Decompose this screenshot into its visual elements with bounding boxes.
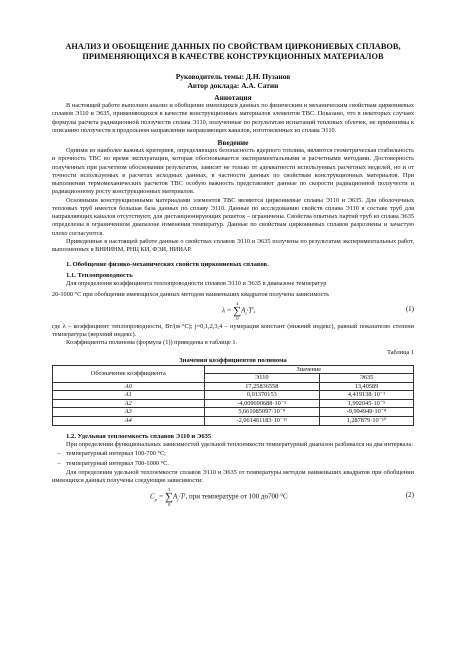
cell-e110: 17,25836558	[204, 382, 319, 391]
formula-2: $C_p$ = ∑ 3 0 $A_j\cdot T^j$, при температуре от 100 до700 °С (2)	[150, 487, 414, 508]
heat-text: При определении функциональных зависимостей удельной теплоемкости температурный диапазон разбивался на два интервала:	[66, 440, 413, 448]
cell-symbol: A4	[53, 417, 205, 426]
formula-1-number: (1)	[405, 304, 414, 313]
sum-symbol: ∑ 3 0	[165, 487, 173, 508]
table-row	[53, 399, 414, 408]
formula-1: λ = ∑ 4 0 $A_i\cdot T^i$, (1)	[222, 300, 414, 321]
col-value-header: Значение	[204, 365, 413, 374]
supervisor: Руководитель темы: Д.Н. Пузанов	[175, 72, 291, 81]
cell-symbol: A0	[53, 382, 205, 391]
paper-title	[52, 42, 414, 62]
section-1-2-heading: 1.2. Удельная теплоемкость сплавов Э110 и Э635	[66, 432, 212, 440]
table-row	[53, 382, 414, 391]
intro-heading: Введение	[217, 138, 249, 147]
cell-e110: -4,009690688·10⁻⁵	[204, 399, 319, 408]
table-1-name: Значения коэффициентов полинома	[179, 356, 287, 364]
list-item: – температурный интервал 100-700 °С;	[52, 449, 414, 459]
col-symbol-header: Обозначение коэффициента	[53, 365, 205, 382]
list-item: – температурный интервал 700-1000 °С.	[52, 459, 414, 469]
table-row	[53, 391, 414, 400]
cell-symbol: A1	[53, 391, 205, 400]
table-1-caption: Таблица 1	[387, 348, 414, 356]
table-row	[53, 408, 414, 417]
cell-e110: 5,661085097·10⁻⁸	[204, 408, 319, 417]
cell-e110: 0,01370153	[204, 391, 319, 400]
abstract-text: В настоящей работе выполнен анализ и обобщение имеющихся данных по физическим и механическим свойствам циркониевых сплавов Э110 и Э635, применяющихся в качестве конструкционных материалов элементов ТВС. Показано, что в некоторых случаях формулы расчета радиационной ползучести сплава Э110, полученные по результатам испытаний тепловых облочек, не применимы к описанию ползучести в продольном направлении направляющих каналов, изготовленных из сплава Э110.	[52, 102, 414, 134]
interval-list	[52, 449, 414, 469]
coef-text: Коэффициенты полинома (формула (1)) приведены в таблице 1.	[66, 339, 238, 347]
col-e635-header: Э635	[320, 374, 414, 383]
thermal-text-2: 20-1000 °С при обобщении имеющихся данных методом наименьших квадратов получена зависимость	[52, 290, 330, 298]
cell-e635: 1,287879·10⁻¹⁰	[320, 417, 414, 426]
col-e110-header: Э110	[204, 374, 319, 383]
cell-e635: -9,994949·10⁻⁸	[320, 408, 414, 417]
table-row	[53, 417, 414, 426]
cell-e110: -2,061461183·10⁻¹¹	[204, 417, 319, 426]
thermal-text-1: Для определения коэффициента теплопроводности сплавов Э110 и Э635 в диапазоне температур	[66, 280, 327, 288]
cell-symbol: A3	[53, 408, 205, 417]
cell-e635: 1,992045·10⁻⁵	[320, 399, 414, 408]
formula-2-number: (2)	[405, 491, 414, 500]
intro-paragraph-1: Одними из наиболее важных критериев, определяющих безопасность ядерного топлива, являются геометрическая стабильность и прочность ТВС во время эксплуатации, которая обосновывается экспериментальными и расчетными методами. Достоверность полученных при расчетном обосновании результатов, зависит не только от адекватности используемых расчетных моделей, но и от точности используемых в расчетах исходных данных, в частности данных по свойствам конструкционных материалов. При выполнении термомеханических расчетов ТВС особую важность представляют данные по скорости радиационной ползучести и радиационному росту конструкционных материалов.	[52, 147, 414, 196]
cell-symbol: A2	[53, 399, 205, 408]
author: Автор доклада: А.А. Сатин	[187, 81, 279, 90]
cell-e635: 13,40589	[320, 382, 414, 391]
intro-paragraph-2: Основными конструкционными материалами элементов ТВС являются циркониевые сплавы Э110 и Э635. Для оболочечных тепловых труб имеется большая база данных по сплаву Э110. Данные по исследованию свойств сплава Э110 в составе труб для направляющих каналов отсутствуют, для дистанционирующих решеток – ограничены. Свойства опытных партий труб из сплава Э635 определены в ограниченном диапазоне изменения температур. Данные по свойствам циркониевых сплавов разрознены и зачастую плохо согласуются.	[52, 196, 414, 237]
cell-e635: 4,419138·10⁻³	[320, 391, 414, 400]
abstract-heading: Аннотация	[214, 93, 252, 102]
section-1-heading: 1. Обобщение физико-механических свойств циркониевых сплавов.	[66, 261, 269, 269]
title-line-2: ПРИМЕНЯЮЩИХСЯ В КАЧЕСТВЕ КОНСТРУКЦИОННЫХ МАТЕРИАЛОВ	[82, 52, 384, 61]
where-text: где λ – коэффициент теплопроводности, Вт/(м·°С); j=0,1,2,3,4 – нумерация констант (нижний индекс), равный показателю степени температуры (верхний индекс).	[52, 322, 414, 338]
coefficients-table	[52, 365, 414, 426]
intro-paragraph-3: Приведенные в настоящей работе данные о свойствах сплавов Э110 и Э635 получены по результатам экспериментальных работ, выполненных в ВНИИНМ, РНЦ КИ, ФЭИ, НИИАР.	[52, 237, 414, 253]
heat-text-2: Для определения удельной теплоемкости сплавов Э110 и Э635 от температуры методом наименьших квадратов при обобщении имеющихся данных получены следующие зависимости:	[52, 468, 414, 485]
title-line-1: АНАЛИЗ И ОБОБЩЕНИЕ ДАННЫХ ПО СВОЙСТВАМ ЦИРКОНИЕВЫХ СПЛАВОВ,	[65, 42, 401, 51]
sum-symbol: ∑ 4 0	[233, 300, 242, 321]
section-1-1-heading: 1.1. Теплопроводность	[66, 272, 133, 280]
